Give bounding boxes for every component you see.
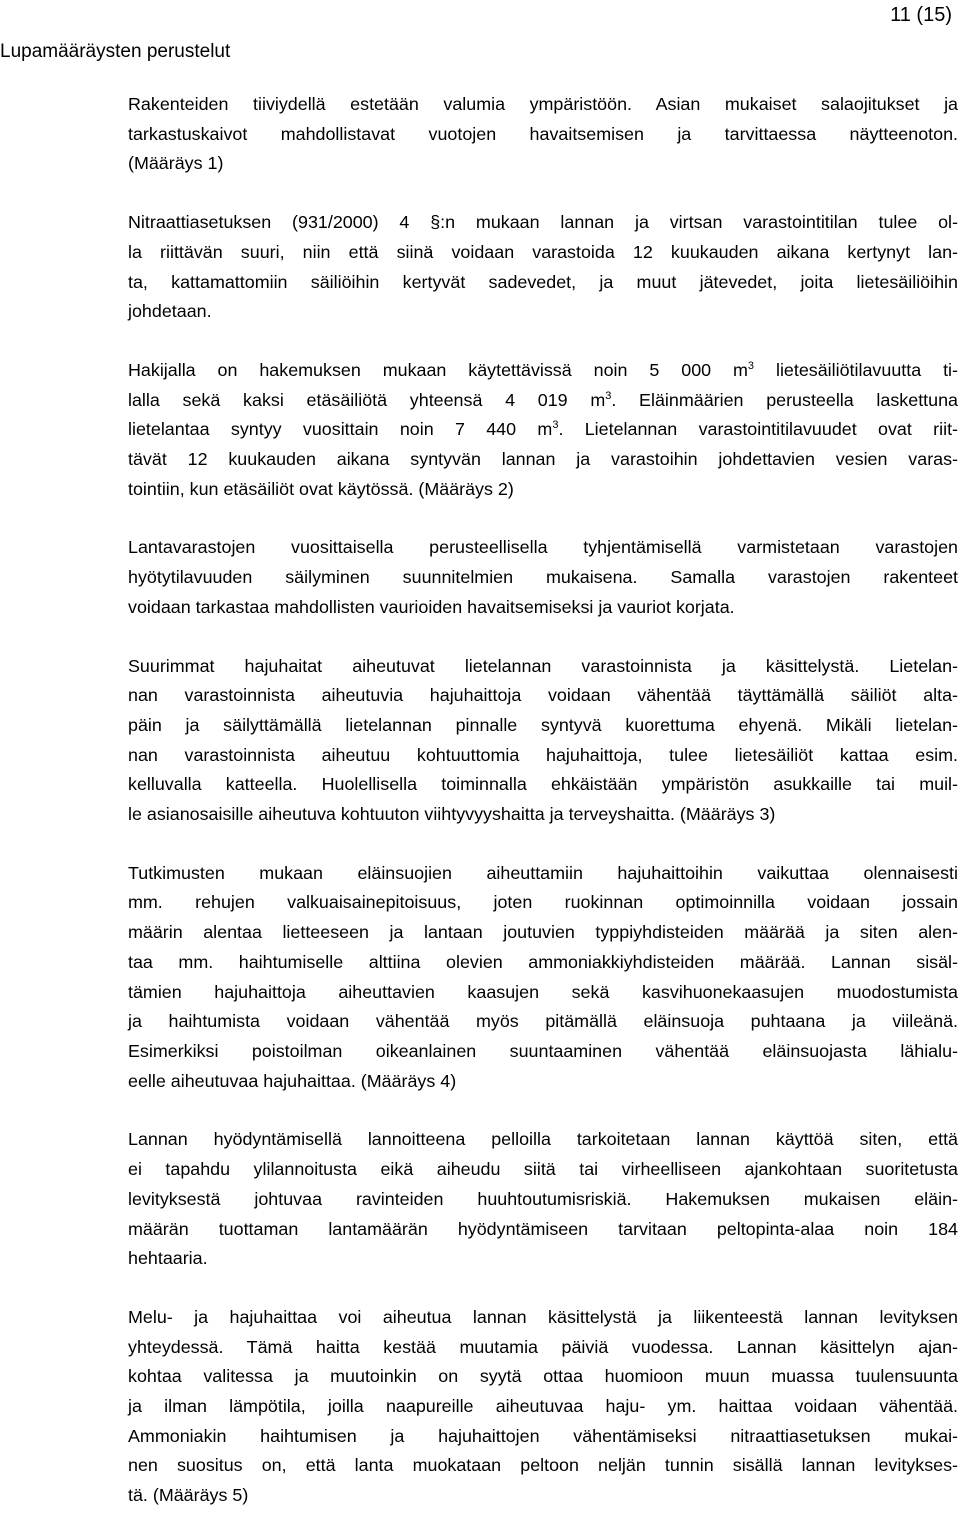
superscript: 3 (605, 389, 612, 402)
paragraph-emptying (128, 533, 958, 622)
text-line (128, 356, 958, 386)
document-section-title: Lupamääräysten perustelut (0, 41, 231, 62)
text-line: tävät 12 kuukauden aikana syntyvän lannan ja varastoihin johdettavien vesien varas- (128, 449, 958, 470)
paragraph-research (128, 859, 958, 1097)
text-line: Lantavarastojen vuosittaisella perusteellisella tyhjentämisellä varmistetaan varastojen (128, 537, 958, 558)
page-number: 11 (15) (890, 4, 952, 26)
document-body (128, 90, 958, 1540)
text-line: yhteydessä. Tämä haitta kestää muutamia päiviä vuodessa. Lannan käsittelyn ajan- (128, 1336, 958, 1357)
text-line: tointiin, kun etäsäiliöt ovat käytössä. (Määräys 2) (128, 478, 514, 499)
text-fragment: lalla sekä kaksi etäsäiliötä yhteensä 4 019 m (128, 389, 606, 410)
text-line: mm. rehujen valkuaisainepitoisuus, joten ruokinnan optimoinnilla voidaan jossain (128, 892, 958, 913)
text-line: nen suositus on, että lanta muokataan peltoon neljän tunnin sisällä lannan levitykses- (128, 1455, 958, 1476)
text-line: päin ja säilyttämällä lietelannan pinnalle syntyvä kuorettuma ehyenä. Mikäli lietelan- (128, 714, 958, 735)
text-line: ta, kattamattomiin säiliöihin kertyvät sadevedet, ja muut jätevedet, joita lietesäiliöihin (128, 271, 958, 292)
text-line: ei tapahdu ylilannoitusta eikä aiheudu siitä tai virheelliseen ajankohtaan suoritetusta (128, 1159, 958, 1180)
text-line: voidaan tarkastaa mahdollisten vaurioiden havaitsemiseksi ja vauriot korjata. (128, 596, 735, 617)
text-line: nan varastoinnista aiheutuu kohtuuttomia hajuhaittoja, tulee lietesäiliöt kattaa esim. (128, 744, 958, 765)
text-fragment: . Eläinmäärien perusteella laskettuna (611, 389, 958, 410)
text-fragment: lietesäiliötilavuutta ti- (754, 359, 958, 380)
text-line (128, 386, 958, 416)
paragraph-noise-odour (128, 1303, 958, 1511)
paragraph-nitrate-decree (128, 208, 958, 327)
text-line: nan varastoinnista aiheutuvia hajuhaittoja voidaan vähentää täyttämällä säiliöt alta- (128, 685, 958, 706)
text-line: tä. (Määräys 5) (128, 1485, 249, 1506)
text-fragment: lietelantaa syntyy vuosittain noin 7 440 m (128, 419, 553, 440)
text-line: tarkastuskaivot mahdollistavat vuotojen havaitsemisen ja tarvittaessa näytteenoton. (128, 123, 958, 144)
paragraph-fertilizer (128, 1125, 958, 1274)
text-line: johdetaan. (128, 301, 212, 322)
superscript: 3 (552, 419, 559, 432)
text-line: kelluvalla katteella. Huolellisella toiminnalla ehkäistään ympäristön asukkaille tai muil- (128, 774, 958, 795)
text-line: levityksestä johtuvaa ravinteiden huuhtoutumisriskiä. Hakemuksen mukaisen eläin- (128, 1188, 958, 1209)
text-line: Melu- ja hajuhaittaa voi aiheutua lannan käsittelystä ja liikenteestä lannan levityksen (128, 1306, 958, 1327)
text-line: ja ilman lämpötila, joilla naapureille aiheutuvaa haju- ym. haittaa voidaan vähentää. (128, 1396, 958, 1417)
text-line: Suurimmat hajuhaitat aiheutuvat lietelannan varastoinnista ja käsittelystä. Lietelan- (128, 655, 958, 676)
text-fragment: . Lietelannan varastointitilavuudet ovat riit- (558, 419, 958, 440)
text-line: Esimerkiksi poistoilman oikeanlainen suuntaaminen vähentää eläinsuojasta lähialu- (128, 1040, 958, 1061)
text-line: kohtaa valitessa ja muutoinkin on syytä ottaa huomioon muun muassa tuulensuunta (128, 1366, 958, 1387)
text-line: hyötytilavuuden säilyminen suunnitelmien mukaisena. Samalla varastojen rakenteet (128, 567, 958, 588)
text-line: taa mm. haihtumiselle alttiina olevien ammoniakkiyhdisteiden määrää. Lannan sisäl- (128, 951, 958, 972)
text-line: Lannan hyödyntämisellä lannoitteena pelloilla tarkoitetaan lannan käyttöä siten, että (128, 1129, 958, 1150)
text-line: le asianosaisille aiheutuva kohtuuton viihtyvyyshaitta ja terveyshaitta. (Määräys 3) (128, 804, 776, 825)
text-line: la riittävän suuri, niin että siinä voidaan varastoida 12 kuukauden aikana kertynyt lan- (128, 241, 958, 262)
text-line: määrin alentaa lietteeseen ja lantaan joutuvien typpiyhdisteiden määrää ja siten alen- (128, 922, 958, 943)
text-line: eelle aiheutuvaa hajuhaittaa. (Määräys 4) (128, 1070, 457, 1091)
text-line: Ammoniakin haihtumisen ja hajuhaittojen vähentämiseksi nitraattiasetuksen mukai- (128, 1425, 958, 1446)
text-line: (Määräys 1) (128, 153, 224, 174)
text-line: Rakenteiden tiiviydellä estetään valumia ympäristöön. Asian mukaiset salaojitukset ja (128, 94, 958, 114)
text-line: määrän tuottaman lantamäärän hyödyntämiseen tarvitaan peltopinta-alaa noin 184 (128, 1218, 958, 1239)
superscript: 3 (747, 359, 755, 372)
text-fragment: Hakijalla on hakemuksen mukaan käytettävissä noin 5 000 m (128, 359, 748, 380)
paragraph-structures (128, 90, 958, 179)
text-line: hehtaaria. (128, 1248, 208, 1269)
text-line: ja haihtumista voidaan vähentää myös pitämällä eläinsuoja puhtaana ja viileänä. (128, 1011, 958, 1032)
paragraph-odour-storage (128, 652, 958, 830)
text-line: tämien hajuhaittoja aiheuttavien kaasujen sekä kasvihuonekaasujen muodostumista (128, 981, 958, 1002)
text-line: Tutkimusten mukaan eläinsuojien aiheuttamiin hajuhaittoihin vaikuttaa olennaisesti (128, 862, 958, 883)
text-line: Nitraattiasetuksen (931/2000) 4 §:n mukaan lannan ja virtsan varastointitilan tulee ol- (128, 212, 958, 233)
paragraph-storage-capacity (128, 356, 958, 505)
text-line (128, 415, 958, 445)
